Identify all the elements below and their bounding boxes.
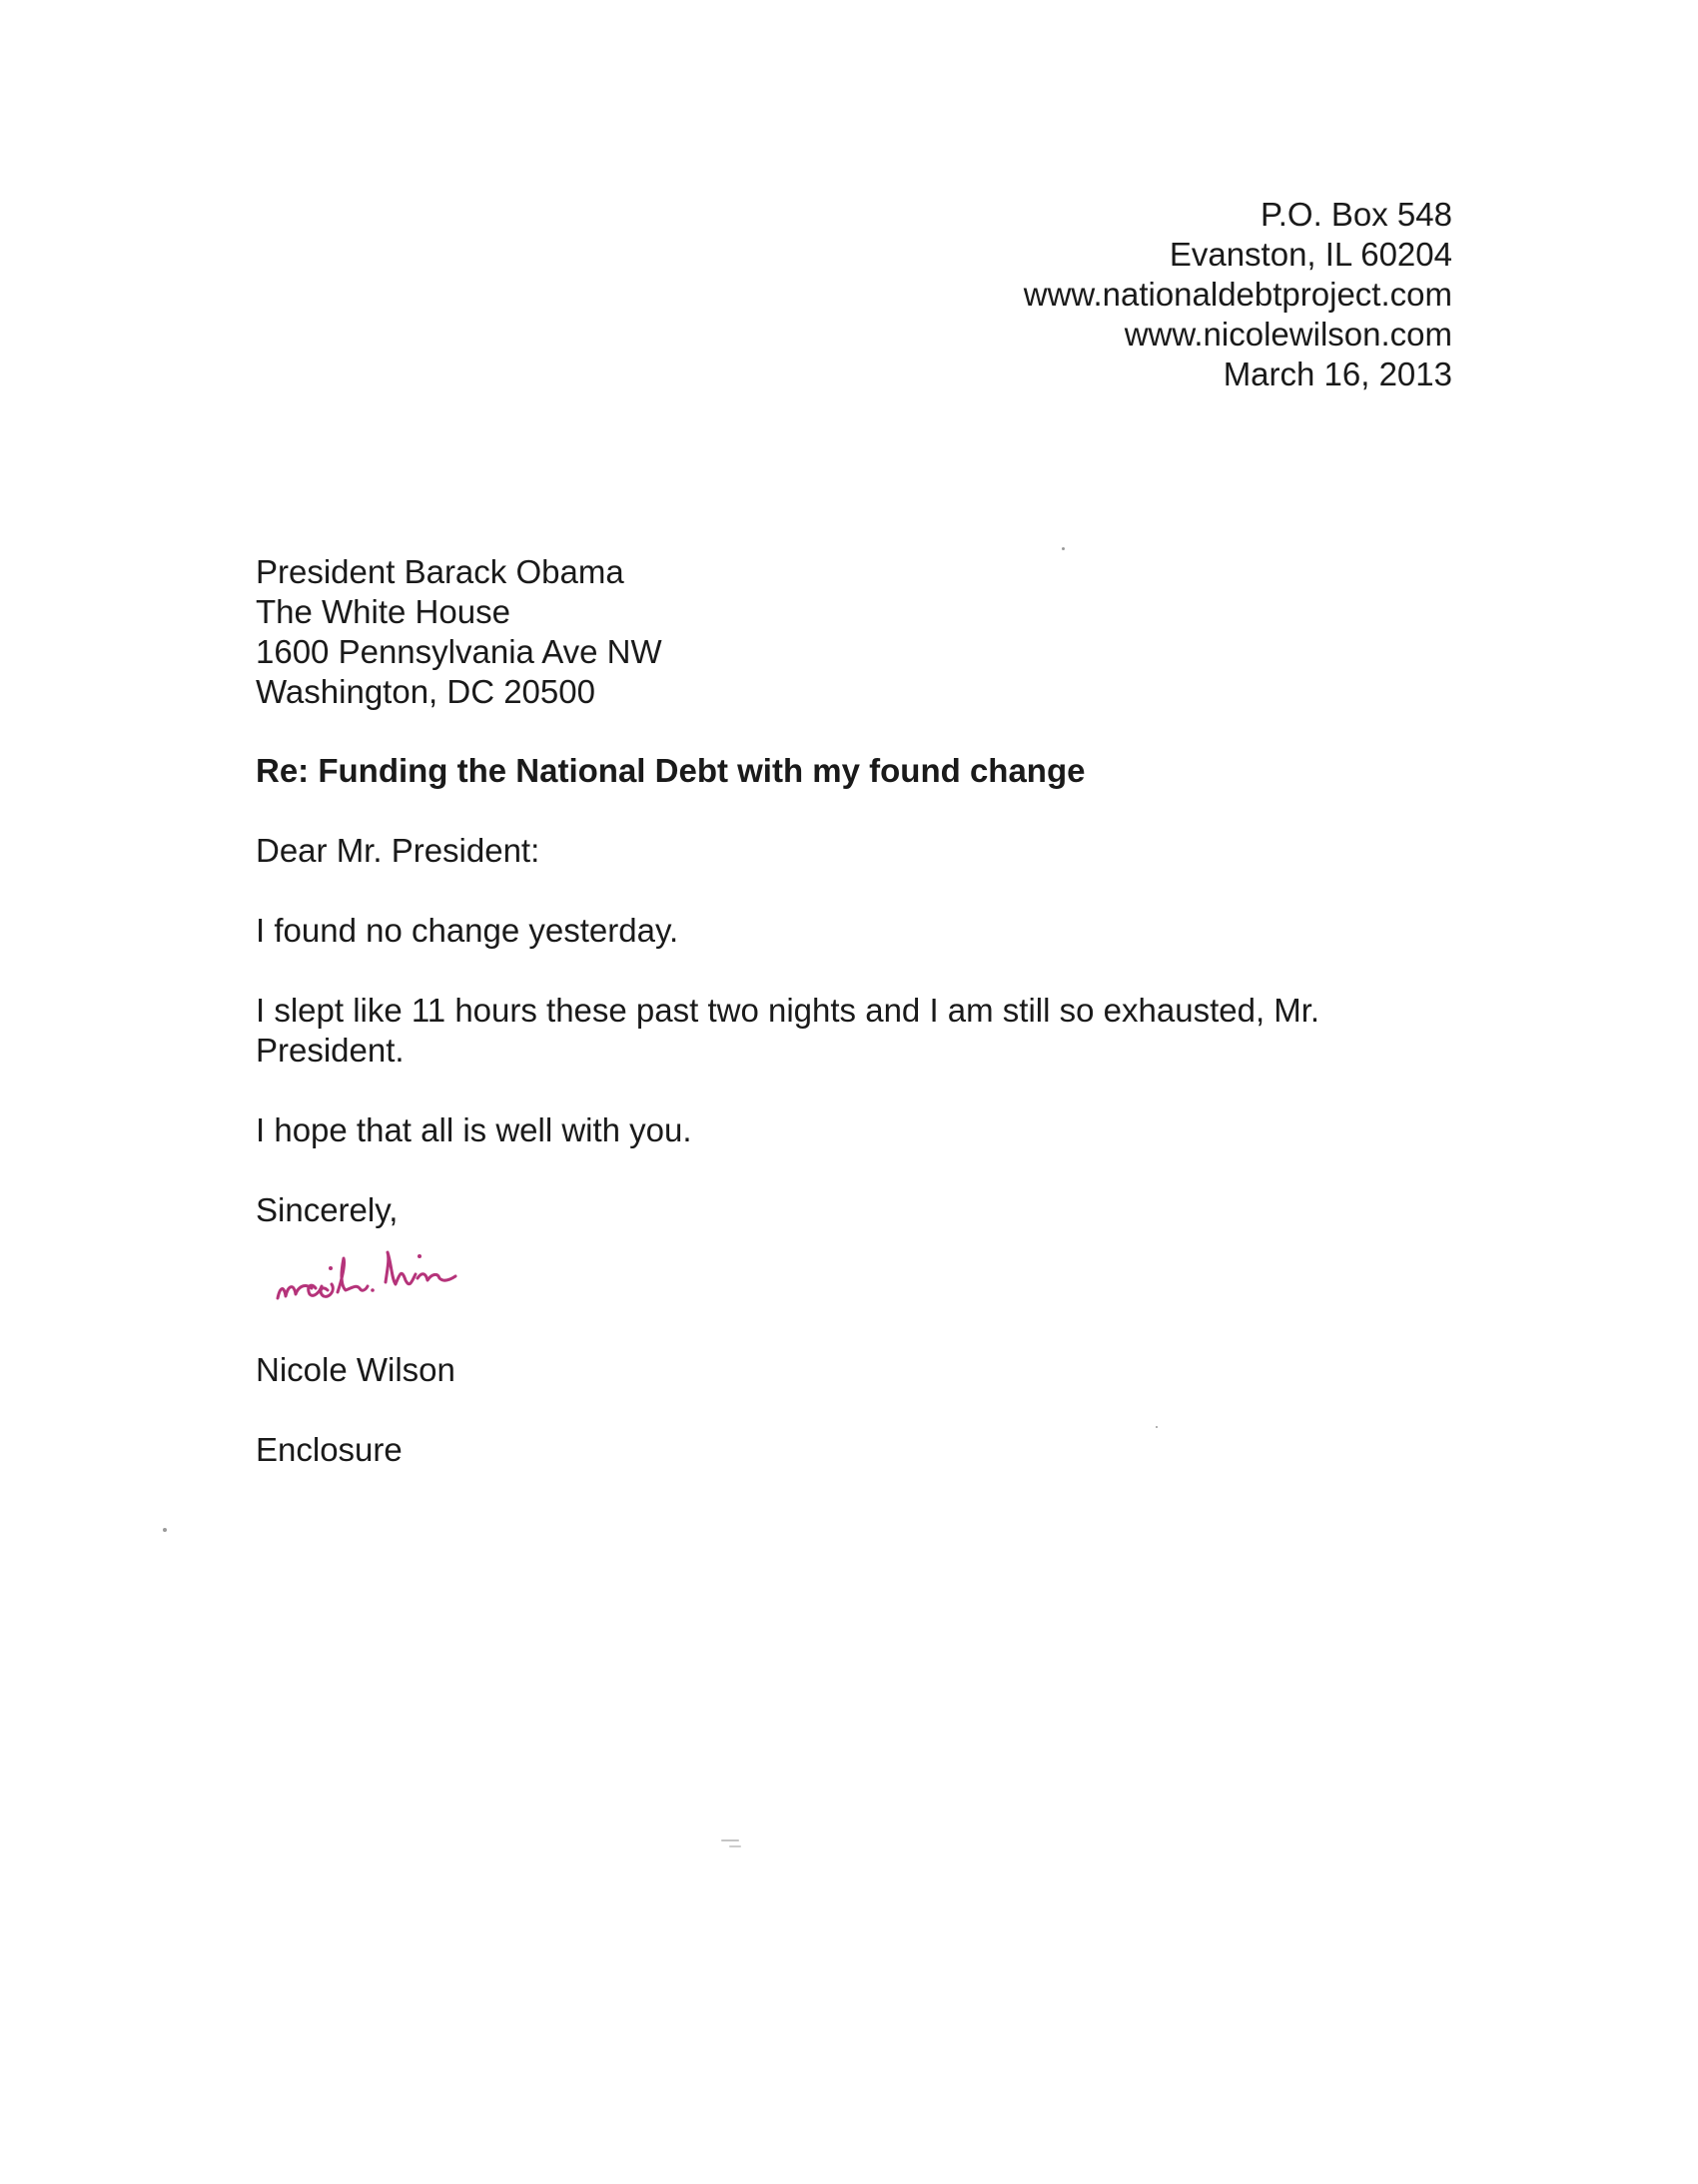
salutation: Dear Mr. President: — [256, 832, 540, 869]
recipient-street: 1600 Pennsylvania Ave NW — [256, 633, 662, 670]
sender-city-state-zip: Evanston, IL 60204 — [1169, 236, 1452, 273]
enclosure-note: Enclosure — [256, 1431, 403, 1468]
recipient-city-state-zip: Washington, DC 20500 — [256, 673, 595, 710]
recipient-name: President Barack Obama — [256, 553, 624, 590]
closing: Sincerely, — [256, 1191, 399, 1228]
subject-line: Re: Funding the National Debt with my found change — [256, 752, 1086, 789]
sender-po-box: P.O. Box 548 — [1260, 196, 1452, 233]
recipient-organization: The White House — [256, 593, 510, 630]
handwritten-signature — [272, 1238, 561, 1318]
paragraph-3: I hope that all is well with you. — [256, 1111, 692, 1148]
recipient-address-block — [256, 552, 662, 712]
letter-date: March 16, 2013 — [1223, 356, 1452, 392]
sender-website-2: www.nicolewilson.com — [1124, 316, 1452, 353]
signer-name: Nicole Wilson — [256, 1351, 455, 1388]
sender-address-block — [1024, 195, 1452, 394]
sender-website-1: www.nationaldebtproject.com — [1023, 276, 1452, 313]
paragraph-2: I slept like 11 hours these past two nights and I am still so exhausted, Mr. President. — [256, 992, 1320, 1069]
paragraph-1: I found no change yesterday. — [256, 912, 679, 949]
